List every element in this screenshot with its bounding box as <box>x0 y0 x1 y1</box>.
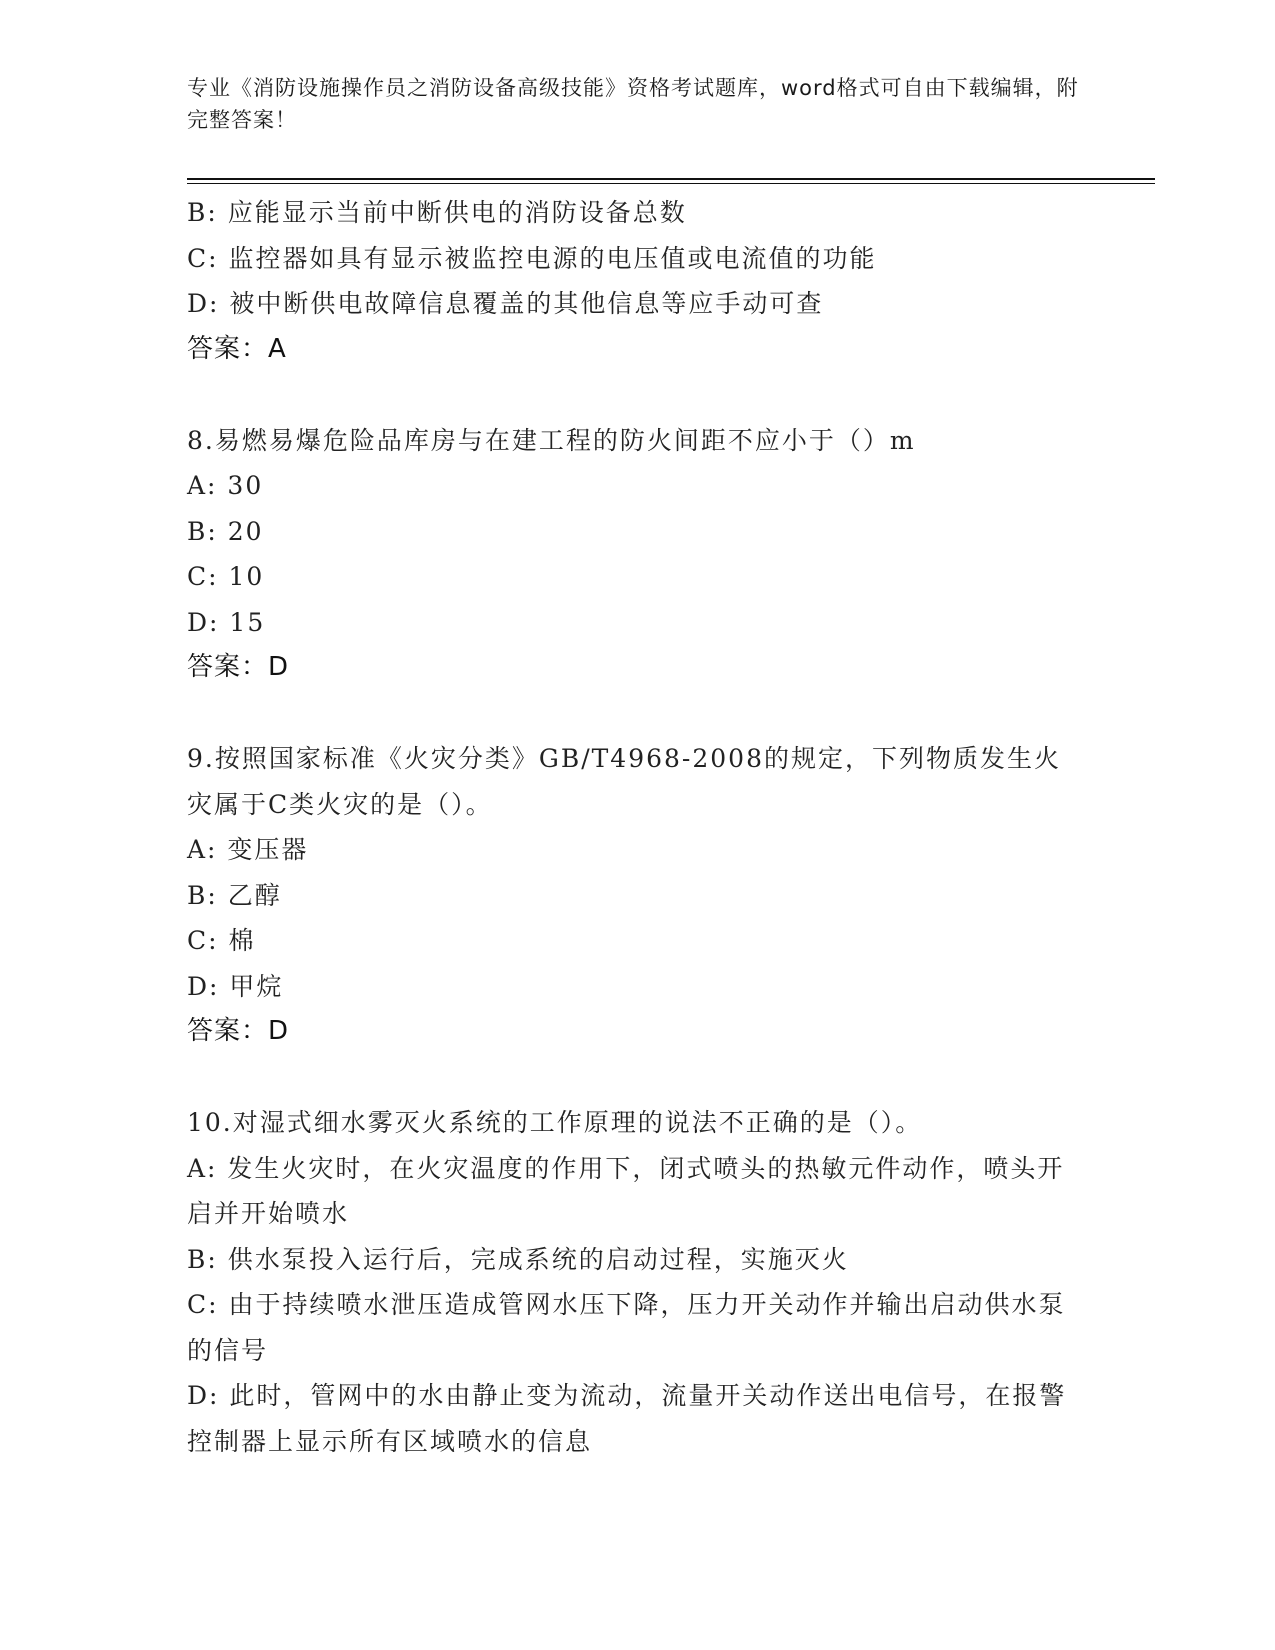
q8-option-a: A: 30 <box>187 471 264 500</box>
q10-option-b: B: 供水泵投入运行后，完成系统的启动过程，实施灭火 <box>187 1244 849 1274</box>
q9-option-d: D: 甲烷 <box>187 971 284 1001</box>
q7-option-c: C: 监控器如具有显示被监控电源的电压值或电流值的功能 <box>187 243 877 273</box>
q10-stem: 10.对湿式细水雾灭火系统的工作原理的说法不正确的是（）。 <box>187 1108 923 1137</box>
spacer <box>187 1055 1087 1101</box>
q8-answer: 答案：D <box>187 652 290 682</box>
q7-option-b: B: 应能显示当前中断供电的消防设备总数 <box>187 198 687 227</box>
q9-option-a: A: 变压器 <box>187 835 309 864</box>
q9-option-b: B: 乙醇 <box>187 880 282 910</box>
q8-option-c: C: 10 <box>187 562 265 591</box>
question-content <box>187 190 1087 1464</box>
header-divider <box>187 178 1155 184</box>
q10-option-a: A: 发生火灾时，在火灾温度的作用下，闭式喷头的热敏元件动作，喷头开启并开始喷水 <box>187 1153 1065 1228</box>
q7-option-d: D: 被中断供电故障信息覆盖的其他信息等应手动可查 <box>187 289 824 318</box>
q10-option-c: C: 由于持续喷水泄压造成管网水压下降，压力开关动作并输出启动供水泵的信号 <box>187 1290 1066 1365</box>
q9-option-c: C: 棉 <box>187 926 256 955</box>
spacer <box>187 691 1087 737</box>
q8-stem: 8.易燃易爆危险品库房与在建工程的防火间距不应小于（）m <box>187 425 916 455</box>
q10-option-d: D: 此时，管网中的水由静止变为流动，流量开关动作送出电信号，在报警控制器上显示所有区域喷水的信息 <box>187 1381 1067 1456</box>
q7-answer: 答案：A <box>187 333 287 364</box>
q9-answer: 答案：D <box>187 1016 290 1046</box>
q8-option-b: B: 20 <box>187 516 264 546</box>
document-header: 专业《消防设施操作员之消防设备高级技能》资格考试题库，word格式可自由下载编辑，附完整答案！ <box>187 76 1079 132</box>
spacer <box>187 372 1087 418</box>
q9-stem: 9.按照国家标准《火灾分类》GB/T4968-2008的规定，下列物质发生火灾属于C类火灾的是（）。 <box>187 744 1061 819</box>
q8-option-d: D: 15 <box>187 607 266 637</box>
